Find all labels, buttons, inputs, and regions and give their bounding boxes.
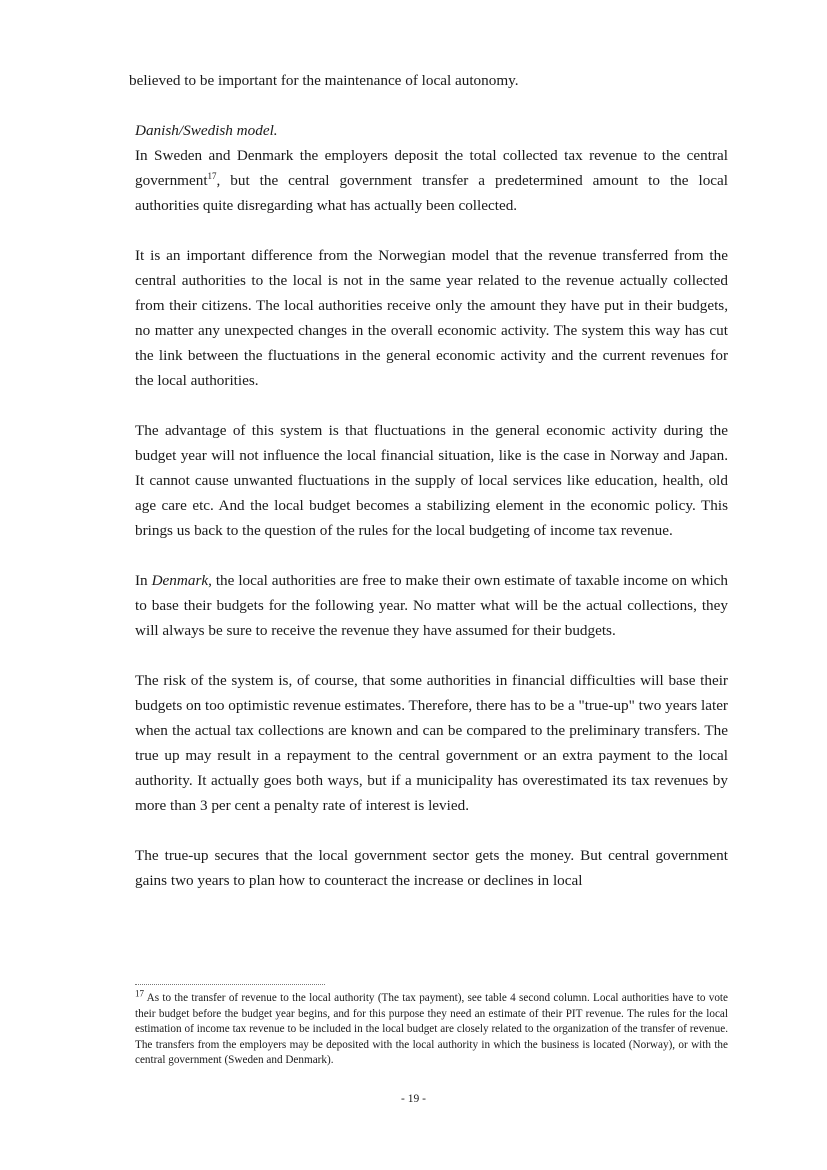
- document-body: [129, 68, 728, 893]
- footnote-reference: 17: [207, 170, 217, 181]
- paragraph-4-lead: In: [135, 572, 152, 589]
- footnote-mark: 17: [135, 988, 144, 999]
- country-name: Denmark: [151, 572, 209, 589]
- paragraph-gap: [135, 543, 728, 568]
- paragraph-gap: [135, 218, 728, 243]
- paragraph-6: The true-up secures that the local government sector gets the money. But central government gains two years to plan how to counteract the increase or declines in local: [135, 847, 728, 889]
- paragraph-gap: [135, 93, 728, 118]
- paragraph-2: It is an important difference from the Norwegian model that the revenue transferred from the central authorities to the local is not in the same year related to the revenue actually collected from their citizens. The local authorities receive only the amount they have put in their budgets, no matter any unexpected changes in the overall economic activity. The system this way has cut the link between the fluctuations in the general economic activity and the current revenues for the local authorities.: [135, 247, 728, 389]
- page-number: - 19 -: [401, 1093, 426, 1105]
- paragraph-4: [135, 568, 728, 643]
- section-heading: Danish/Swedish model.: [135, 122, 278, 139]
- paragraph-4-text: , the local authorities are free to make their own estimate of taxable income on which to base their budgets for the following year. No matter what will be the actual collections, they will always be sure to receive the revenue they have assumed for their budgets.: [135, 572, 728, 639]
- paragraph-3: The advantage of this system is that fluctuations in the general economic activity during the budget year will not influence the local financial situation, like is the case in Norway and Japan. It cannot cause unwanted fluctuations in the supply of local services like education, health, old age care etc. And the local budget becomes a stabilizing element in the economic policy. This brings us back to the question of the rules for the local budgeting of income tax revenue.: [135, 422, 728, 539]
- paragraph-1-text-a: In Sweden and Denmark the employers deposit the total collected tax revenue to the central government: [135, 147, 728, 189]
- paragraph-1: [135, 143, 728, 218]
- opening-line: believed to be important for the maintenance of local autonomy.: [129, 72, 519, 89]
- footnote-separator: [135, 984, 325, 985]
- paragraph-gap: [135, 643, 728, 668]
- paragraph-gap: [135, 818, 728, 843]
- paragraph-1-text-b: , but the central government transfer a predetermined amount to the local authorities quite disregarding what has actually been collected.: [135, 172, 728, 214]
- paragraph-gap: [135, 393, 728, 418]
- footnote-text: As to the transfer of revenue to the local authority (The tax payment), see table 4 second column. Local authorities have to vote their budget before the budget year begins, and for this purpose they need an estimate of their PIT revenue. The rules for the local estimation of income tax revenue to be included in the local budget are closely related to the organization of the transfer of revenue. The transfers from the employers may be deposited with the local authority in which the business is located (Norway), or with the central government (Sweden and Denmark).: [135, 992, 728, 1066]
- footnote: [135, 988, 728, 1069]
- paragraph-5: The risk of the system is, of course, that some authorities in financial difficulties will base their budgets on too optimistic revenue estimates. Therefore, there has to be a "true-up" two years later when the actual tax collections are known and can be compared to the preliminary transfers. The true up may result in a repayment to the central government or an extra payment to the local authority. It actually goes both ways, but if a municipality has overestimated its tax revenues by more than 3 per cent a penalty rate of interest is levied.: [135, 672, 728, 814]
